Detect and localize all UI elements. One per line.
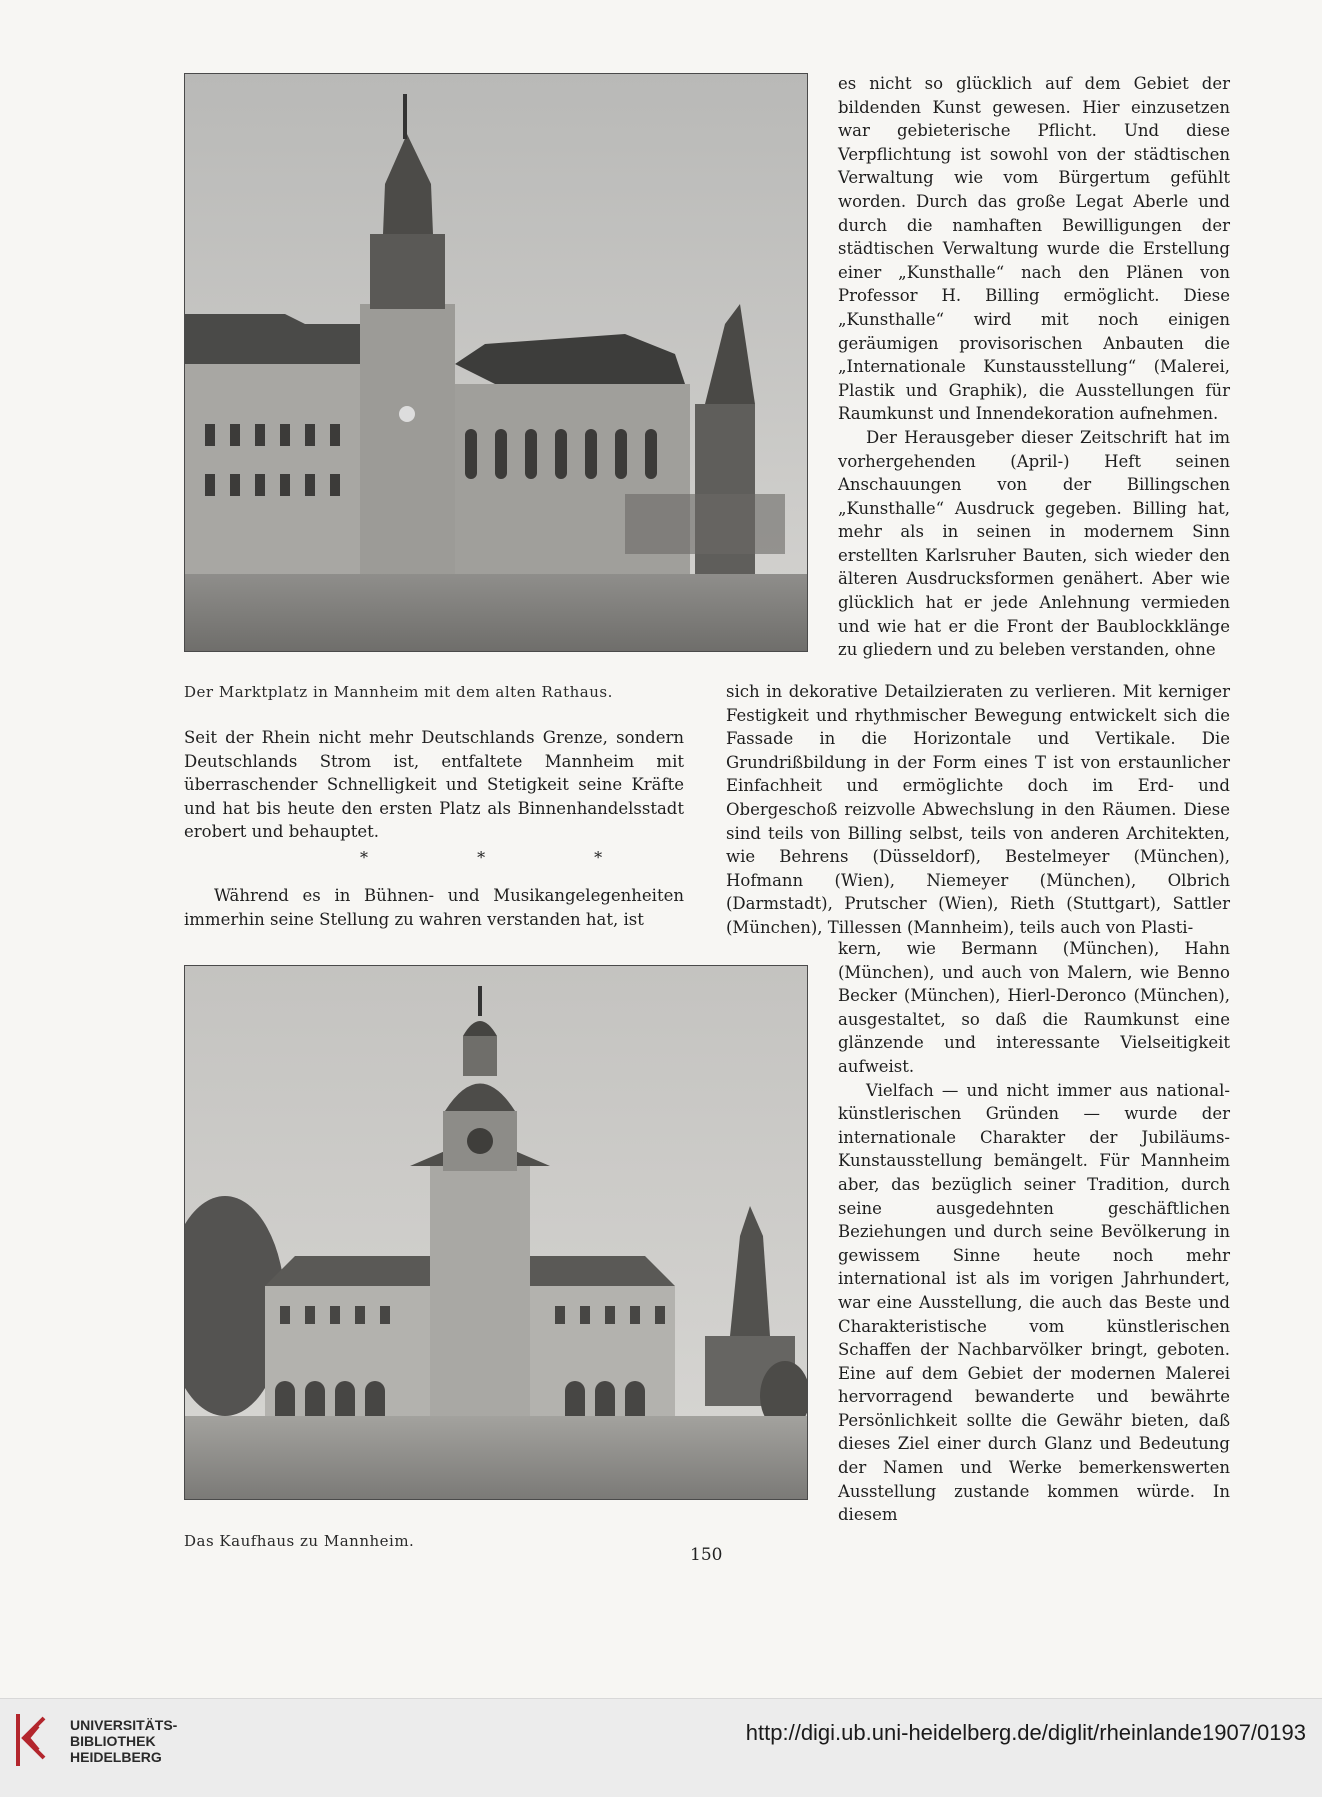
photo-kaufhaus — [184, 965, 808, 1500]
logo-line-2: BIBLIOTHEK — [70, 1733, 156, 1749]
paragraph: sich in dekorative Detailzieraten zu verlieren. Mit kerniger Festigkeit und rhythmischer Bewegung entwickelt sich die Fassade in die Horizontale und Vertikale. Die Grundrißbildung in der Form eines T ist von erstaunlicher Einfachheit und ermöglichte doch im Erd- und Obergeschoß reizvolle Abwechslung in den Räumen. Diese sind teils von Billing selbst, teils von anderen Architekten, wie Behrens (Düsseldorf), Bestelmeyer (München), Hofmann (Wien), Niemeyer (München), Olbrich (Darmstadt), Prutscher (Wien), Rieth (Stuttgart), Sattler (München), Tillessen (Mannheim), teils auch von Plasti- — [726, 682, 1230, 937]
logo-line-1: UNIVERSITÄTS- — [70, 1717, 178, 1733]
permalink-url[interactable]: http://digi.ub.uni-heidelberg.de/diglit/rheinlande1907/0193 — [745, 1720, 1306, 1745]
column-right-lower — [838, 937, 1230, 1527]
photo-marktplatz — [184, 73, 808, 652]
footer-bar — [0, 1698, 1322, 1797]
column-middle — [726, 680, 1230, 940]
paragraph: Seit der Rhein nicht mehr Deutschlands Grenze, sondern Deutschlands Strom ist, entfaltete Mannheim mit überraschender Schnelligkeit und Stetigkeit seine Kräfte und hat bis heute den ersten Platz als Binnenhandelsstadt erobert und behauptet. — [184, 728, 684, 842]
ub-heidelberg-logo-icon[interactable] — [14, 1712, 54, 1768]
caption-top-photo: Der Marktplatz in Mannheim mit dem alten Rathaus. — [184, 683, 613, 701]
column-left-lower — [184, 884, 684, 931]
column-left — [184, 726, 684, 844]
paragraph: es nicht so glücklich auf dem Gebiet der bildenden Kunst gewesen. Hier einzusetzen war gebieterische Pflicht. Und diese Verpflichtung ist sowohl von der städtischen Verwaltung wie vom Bürgertum gefühlt worden. Durch das große Legat Aberle und durch die namhaften Bewilligungen der städtischen Verwaltung wurde die Erstellung einer „Kunsthalle“ nach den Plänen von Professor H. Billing ermöglicht. Diese „Kunsthalle“ wird mit noch einigen geräumigen provisorischen Anbauten die „Internationale Kunstausstellung“ (Malerei, Plastik und Graphik), die Ausstellungen für Raumkunst und Innendekoration aufnehmen. — [838, 74, 1230, 424]
library-name[interactable] — [70, 1717, 177, 1765]
paragraph: Vielfach — und nicht immer aus national-künstlerischen Gründen — wurde der internationale Charakter der Jubiläums-Kunstausstellung bemängelt. Für Mannheim aber, das bezüglich seiner Tradition, durch seine ausgedehnten geschäftlichen Beziehungen und durch seine Bevölkerung in gewissem Sinne heute noch mehr international ist als im vorigen Jahrhundert, war eine Ausstellung, die auch das Beste und Charakteristische vom künstlerischen Schaffen der Nachbarvölker bringt, geboten. Eine auf dem Gebiet der modernen Malerei hervorragend bewanderte und bewährte Persönlichkeit sollte die Gewähr bieten, daß dieses Ziel einer durch Glanz und Bedeutung der Namen und Werke bemerkenswerten Ausstellung zustande kommen würde. In diesem — [838, 1080, 1230, 1525]
logo-line-3: HEIDELBERG — [70, 1749, 162, 1765]
paragraph: Der Herausgeber dieser Zeitschrift hat im vorhergehenden (April-) Heft seinen Anschauungen von der Billingschen „Kunsthalle“ Ausdruck gegeben. Billing hat, mehr als in seinen in modernem Sinn erstellten Karlsruher Bauten, sich wieder den älteren Ausdrucksformen genähert. Aber wie glücklich hat er jede Anlehnung vermieden und wie hat er die Front der Baublockklänge zu gliedern und zu beleben verstanden, ohne — [838, 427, 1230, 660]
caption-bottom-photo: Das Kaufhaus zu Mannheim. — [184, 1532, 415, 1550]
paragraph: kern, wie Bermann (München), Hahn (München), und auch von Malern, wie Benno Becker (München), Hierl-Deronco (München), ausgestaltet, so daß die Raumkunst eine glänzende und interessante Vielseitigkeit aufweist. — [838, 939, 1230, 1076]
page-number: 150 — [690, 1545, 723, 1565]
section-separator: * * * — [360, 848, 655, 867]
column-right-upper — [838, 72, 1230, 662]
paragraph: Während es in Bühnen- und Musikangelegenheiten immerhin seine Stellung zu wahren verstanden hat, ist — [184, 886, 684, 929]
